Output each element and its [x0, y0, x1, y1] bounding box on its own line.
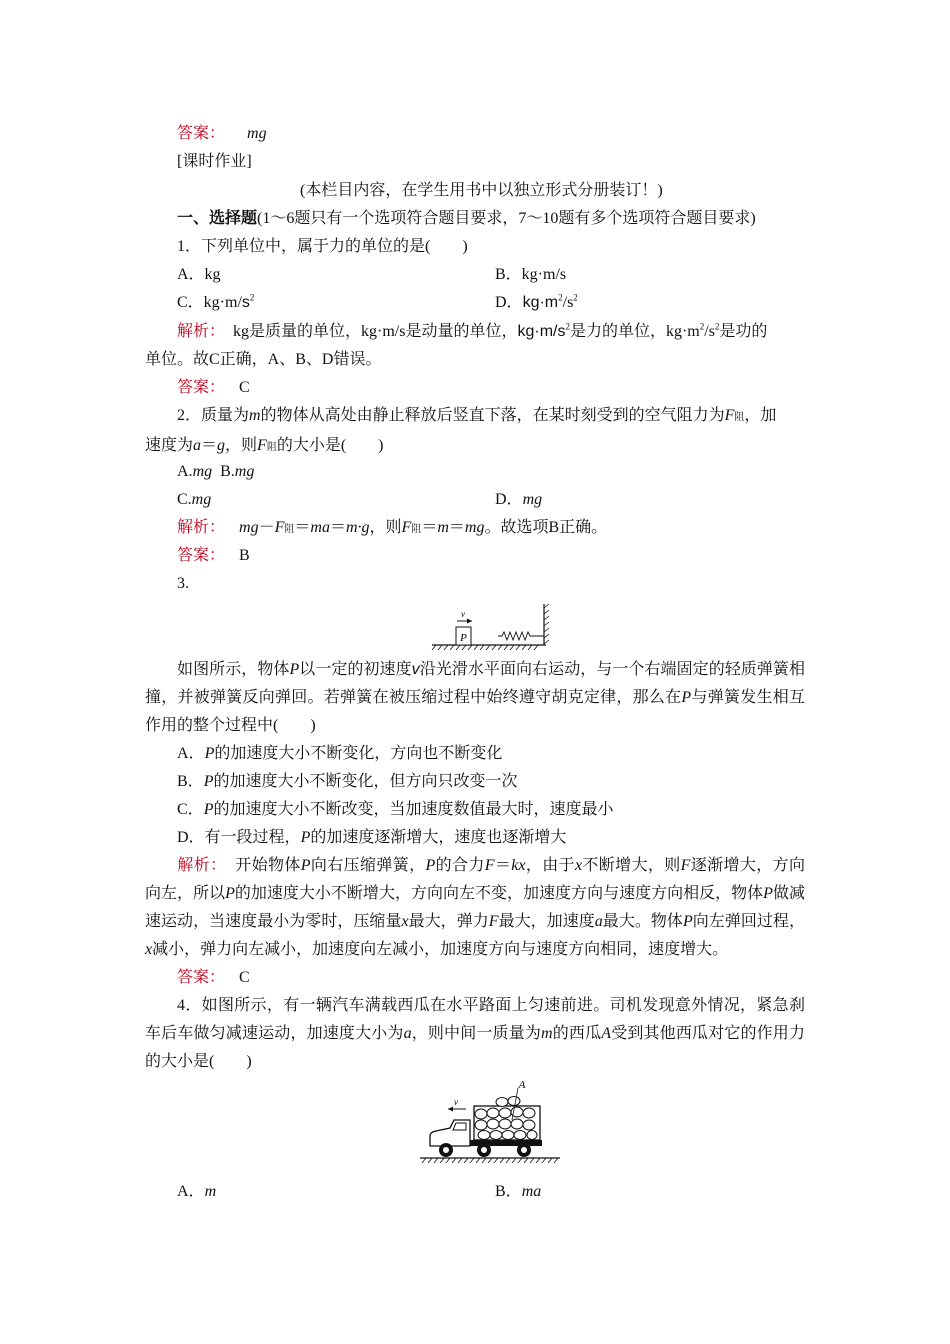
- q1-option-d: D．$kg\cdot m^2/s^2$: [495, 292, 578, 311]
- spring: [498, 632, 544, 640]
- road-hatching: [422, 1158, 558, 1163]
- answer-value: mg: [247, 125, 267, 142]
- q1-option-a: A．kg: [177, 266, 221, 283]
- q3-number: 3.: [177, 575, 189, 592]
- q2-option-c: C.mg: [177, 491, 212, 508]
- answer-line-prev: [177, 124, 267, 144]
- analysis-label: 解析：: [177, 323, 226, 340]
- q3-option-b: B．P的加速度大小不断变化，但方向只改变一次: [177, 773, 518, 790]
- wall-hatching: [544, 604, 549, 644]
- section-title: [课时作业]: [177, 153, 252, 170]
- q3-option-c: C．P的加速度大小不断改变，当加速度数值最大时，速度最小: [177, 801, 614, 818]
- part-heading: [177, 209, 756, 229]
- part-desc: (1～6题只有一个选项符合题目要求，7～10题有多个选项符合题目要求): [257, 210, 756, 227]
- spring-block-figure: [430, 600, 555, 652]
- q2-options-ab: A.mg B.mg: [177, 463, 255, 480]
- q3-stem: 如图所示，物体P以一定的初速度v沿光滑水平面向右运动，与一个右端固定的轻质弹簧相撞，并被弹簧反向弹回。若弹簧在被压缩过程中始终遵守胡克定律，那么在P与弹簧发生相互作用的整个过程中( ): [145, 661, 805, 734]
- q2-answer: 答案： B: [177, 547, 250, 564]
- q1-option-b: B．kg·m/s: [495, 266, 567, 283]
- watermelons: [475, 1097, 537, 1140]
- floor-hatching: [432, 645, 538, 650]
- q4-option-b: B．ma: [495, 1183, 542, 1200]
- q1-stem: 1．下列单位中，属于力的单位的是( ): [177, 238, 468, 255]
- truck-velocity-label: v: [454, 1097, 458, 1107]
- q3-analysis: 解析： 开始物体P向右压缩弹簧，P的合力F＝kx，由于x不断增大，则F逐渐增大，方向向左，所以P的加速度大小不断增大，方向向左不变，加速度方向与速度方向相反，物体P做减速运动，当速度最小为零时，压缩量x最大，弹力F最大，加速度a最大。物体P向左弹回过程，x减小，弹力向左减小，加速度向左减小，加速度方向与速度方向相同，速度增大。: [145, 857, 805, 958]
- q3-option-d: D．有一段过程，P的加速度逐渐增大，速度也逐渐增大: [177, 829, 567, 846]
- q1-analysis: 解析： kg是质量的单位，kg·m/s是动量的单位，$kg\cdot m/s^2$是力的单位，$kg\cdot m^2/s^2$是功的 单位。故C正确，A、B、D错误。: [145, 321, 768, 368]
- q2-stem: 2．质量为m的物体从高处由静止释放后竖直下落，在某时刻受到的空气阻力为F阻，加 速度为a＝g，则F阻的大小是( ): [145, 407, 777, 454]
- truck-velocity-arrowhead: [448, 1107, 453, 1112]
- block-p-label: P: [460, 632, 467, 644]
- q1-answer: 答案： C: [177, 379, 250, 396]
- q1-option-c: C．$kg\cdot m/s^2$: [177, 292, 255, 311]
- answer-label: 答案：: [177, 125, 226, 142]
- q2-option-d: D．mg: [495, 491, 543, 508]
- velocity-arrowhead: [467, 619, 472, 624]
- section-note: (本栏目内容，在学生用书中以独立形式分册装订！): [300, 182, 663, 199]
- q3-option-a: A．P的加速度大小不断变化，方向也不断变化: [177, 745, 503, 762]
- part-title: 一、选择题: [177, 210, 258, 227]
- watermelon-truck-figure: [418, 1078, 566, 1166]
- velocity-label: v: [461, 609, 465, 619]
- q3-answer: 答案： C: [177, 969, 250, 986]
- q2-analysis: 解析： mg－F阻＝ma＝m·g，则F阻＝m＝mg。故选项B正确。: [177, 519, 608, 536]
- q4-stem: 4．如图所示，有一辆汽车满载西瓜在水平路面上匀速前进。司机发现意外情况，紧急刹车后车做匀减速运动，加速度大小为a，则中间一质量为m的西瓜A受到其他西瓜对它的作用力的大小是( ): [145, 997, 805, 1070]
- watermelon-a-label: A: [518, 1079, 526, 1091]
- q4-option-a: A．m: [177, 1183, 217, 1200]
